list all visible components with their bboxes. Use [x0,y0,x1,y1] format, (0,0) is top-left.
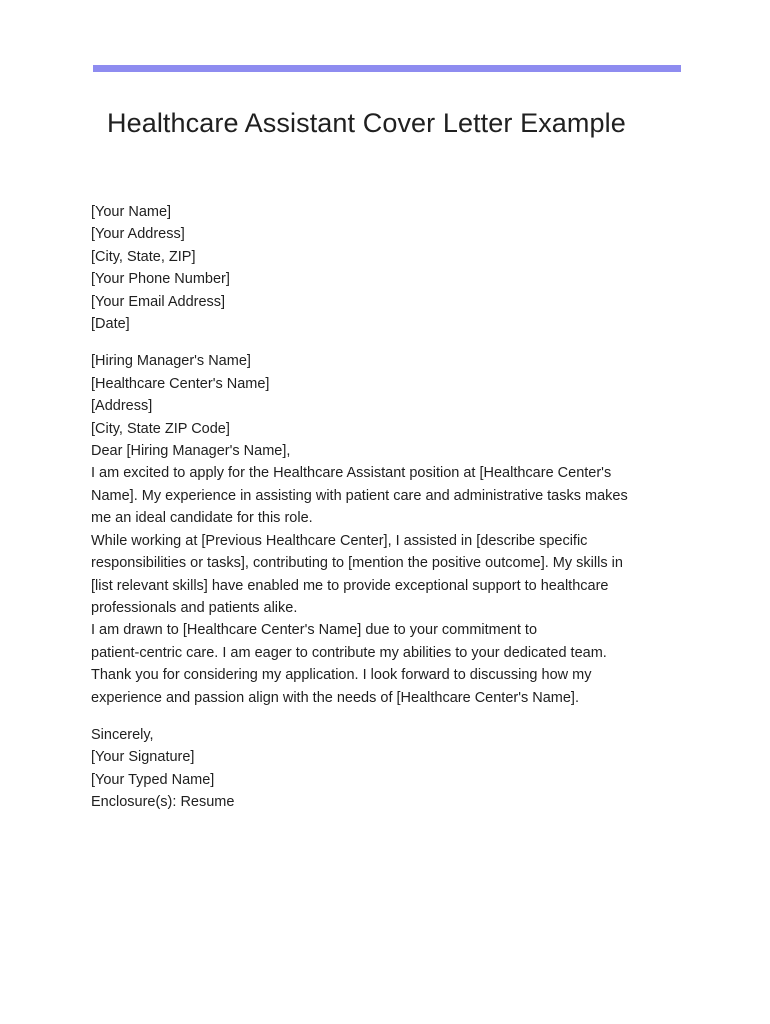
paragraph-intro [91,462,671,529]
paragraph-line: I am excited to apply for the Healthcare Assistant position at [Healthcare Center's [91,465,612,482]
paragraph-experience [91,530,671,620]
recipient-name: [Hiring Manager's Name] [91,353,251,370]
paragraph-line: Name]. My experience in assisting with patient care and administrative tasks makes [91,487,628,504]
sender-block [91,201,671,335]
sender-address: [Your Address] [91,226,185,243]
accent-bar [93,65,681,72]
recipient-block [91,350,671,462]
paragraph-line: I am drawn to [Healthcare Center's Name] due to your commitment to [91,622,538,639]
salutation: Dear [Hiring Manager's Name], [91,443,291,460]
paragraph-line: responsibilities or tasks], contributing to [mention the positive outcome]. My skills in [91,555,623,572]
signature-placeholder: [Your Signature] [91,749,195,766]
sender-email: [Your Email Address] [91,293,226,310]
paragraph-line: While working at [Previous Healthcare Center], I assisted in [describe specific [91,532,588,549]
paragraph-thanks [91,664,671,709]
recipient-organization: [Healthcare Center's Name] [91,375,270,392]
sender-phone: [Your Phone Number] [91,271,230,288]
sender-name: [Your Name] [91,204,172,220]
paragraph-line: patient-centric care. I am eager to contribute my abilities to your dedicated team. [91,644,607,661]
paragraph-line: [list relevant skills] have enabled me to provide exceptional support to healthcare [91,577,609,594]
recipient-address: [Address] [91,398,153,415]
closing-salutation: Sincerely, [91,726,154,743]
closing-block [91,724,671,814]
paragraph-line: Thank you for considering my application. I look forward to discussing how my [91,667,592,684]
document-title: Healthcare Assistant Cover Letter Example [107,108,626,138]
typed-name-placeholder: [Your Typed Name] [91,771,215,788]
paragraph-line: professionals and patients alike. [91,599,298,616]
paragraph-motivation [91,619,671,664]
letter-body [91,201,671,814]
paragraph-line: me an ideal candidate for this role. [91,510,313,527]
letter-date: [Date] [91,316,130,333]
enclosure-line: Enclosure(s): Resume [91,794,235,811]
sender-city-state-zip: [City, State, ZIP] [91,248,196,265]
recipient-city-state-zip: [City, State ZIP Code] [91,420,230,437]
paragraph-line: experience and passion align with the needs of [Healthcare Center's Name]. [91,689,579,706]
